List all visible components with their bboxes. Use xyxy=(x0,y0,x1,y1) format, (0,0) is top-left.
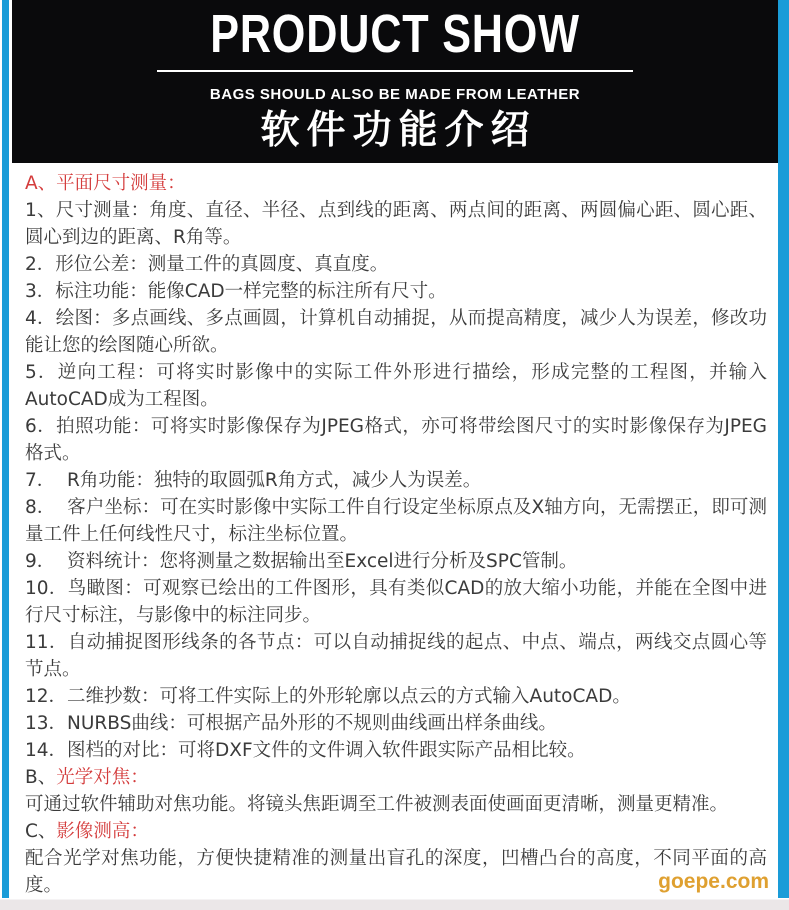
feature-list xyxy=(25,170,767,899)
section-title: 平面尺寸测量： xyxy=(56,173,186,194)
feature-item: 9． 资料统计：您将测量之数据输出至Excel进行分析及SPC管制。 xyxy=(25,551,578,572)
feature-item: 配合光学对焦功能，方便快捷精准的测量出盲孔的深度，凹槽凸台的高度，不同平面的高度。 xyxy=(25,848,767,896)
feature-item: 12．二维抄数：可将工件实际上的外形轮廓以点云的方式输入AutoCAD。 xyxy=(25,686,631,707)
title-divider xyxy=(157,70,633,72)
section-heading xyxy=(25,764,767,791)
bottom-strip xyxy=(0,899,789,910)
right-accent-stripe xyxy=(778,0,789,898)
feature-item: 14．图档的对比：可将DXF文件的文件调入软件跟实际产品相比较。 xyxy=(25,740,586,761)
feature-item: 5．逆向工程：可将实时影像中的实际工件外形进行描绘，形成完整的工程图，并输入AutoCAD成为工程图。 xyxy=(25,362,767,410)
goepe-watermark: goepe.com xyxy=(658,870,769,893)
feature-item: 3．标注功能：能像CAD一样完整的标注所有尺寸。 xyxy=(25,281,447,302)
section-letter: B、 xyxy=(25,767,57,788)
feature-item: 可通过软件辅助对焦功能。将镜头焦距调至工件被测表面使画面更清晰，测量更精准。 xyxy=(25,794,729,815)
feature-item: 7． R角功能：独特的取圆弧R角方式，减少人为误差。 xyxy=(25,470,482,491)
feature-item: 1、尺寸测量：角度、直径、半径、点到线的距离、两点间的距离、两圆偏心距、圆心距、圆心到边的距离、R角等。 xyxy=(25,200,767,248)
feature-item: 4．绘图：多点画线、多点画圆，计算机自动捕捉，从而提高精度，减少人为误差，修改功能让您的绘图随心所欲。 xyxy=(25,308,767,356)
feature-item: 6．拍照功能：可将实时影像保存为JPEG格式，亦可将带绘图尺寸的实时影像保存为JPEG格式。 xyxy=(25,416,767,464)
section-title: 影像测高： xyxy=(56,821,149,842)
section-title: 光学对焦： xyxy=(56,767,149,788)
cn-title: 软件功能介绍 xyxy=(260,108,537,153)
feature-item: 11．自动捕捉图形线条的各节点：可以自动捕捉线的起点、中点、端点，两线交点圆心等节点。 xyxy=(25,632,767,680)
header-subtitle: BAGS SHOULD ALSO BE MADE FROM LEATHER xyxy=(209,86,581,103)
section-letter: A、 xyxy=(25,173,57,194)
section-heading xyxy=(25,170,767,197)
feature-item: 13．NURBS曲线：可根据产品外形的不规则曲线画出样条曲线。 xyxy=(25,713,557,734)
left-accent-stripe xyxy=(2,0,9,898)
product-show-title: PRODUCT SHOW xyxy=(210,4,580,64)
feature-item: 8． 客户坐标：可在实时影像中实际工件自行设定坐标原点及X轴方向，无需摆正，即可测量工件上任何线性尺寸，标注坐标位置。 xyxy=(25,497,767,545)
section-letter: C、 xyxy=(25,821,57,842)
feature-item: 2．形位公差：测量工件的真圆度、真直度。 xyxy=(25,254,389,275)
feature-item: 10．鸟瞰图：可观察已绘出的工件图形，具有类似CAD的放大缩小功能，并能在全图中进行尺寸标注，与影像中的标注同步。 xyxy=(25,578,767,626)
section-heading xyxy=(25,818,767,845)
header-banner xyxy=(12,0,778,163)
